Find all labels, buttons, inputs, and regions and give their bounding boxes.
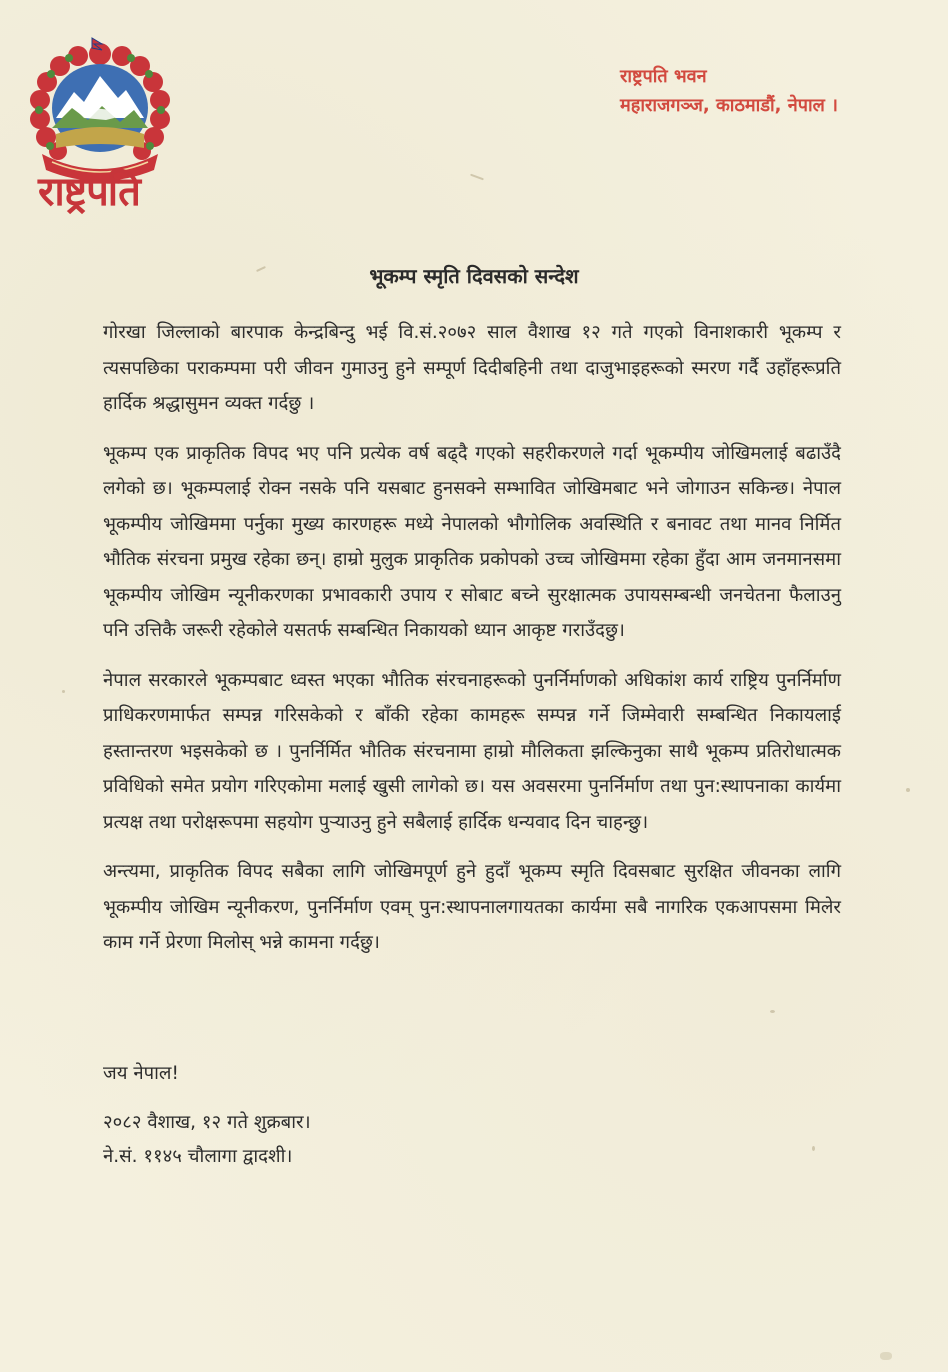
address-line-2: महाराजगञ्ज, काठमाडौं, नेपाल । (620, 95, 838, 116)
date-line-1: २०८२ वैशाख, १२ गते शुक्रबार। (103, 1112, 311, 1133)
address-line-1: राष्ट्रपति भवन (620, 66, 707, 87)
date-block (103, 1106, 311, 1174)
letter-body (103, 315, 841, 975)
paragraph: नेपाल सरकारले भूकम्पबाट ध्वस्त भएका भौतिक संरचनाहरूको पुनर्निर्माणको अधिकांश कार्य राष्ट्रिय पुनर्निर्माण प्राधिकरणमार्फत सम्पन्न गरिसकेको र बाँकी रहेका कामहरू सम्पन्न गर्ने जिम्मेवारी सम्बन्धित निकायलाई हस्तान्तरण भइसकेको छ । पुनर्निर्मित भौतिक संरचनामा हाम्रो मौलिकता झल्किनुका साथै भूकम्प प्रतिरोधात्मक प्रविधिको समेत प्रयोग गरिएकोमा मलाई खुसी लागेको छ। यस अवसरमा पुनर्निर्माण तथा पुन:स्थापनाका कार्यमा प्रत्यक्ष तथा परोक्षरूपमा सहयोग पुऱ्याउनु हुने सबैलाई हार्दिक धन्यवाद दिन चाहन्छु। (103, 669, 841, 833)
paper-fleck (880, 1352, 892, 1360)
emblem-caption: राष्ट्रपति (38, 169, 140, 215)
nepal-coat-of-arms-icon (22, 36, 178, 186)
paper-fleck (906, 788, 910, 792)
paper-fleck (470, 174, 484, 181)
paragraph: भूकम्प एक प्राकृतिक विपद भए पनि प्रत्येक वर्ष बढ्दै गएको सहरीकरणले गर्दा भूकम्पीय जोखिमलाई बढाउँदै लगेको छ। भूकम्पलाई रोक्न नसके पनि यसबाट हुनसक्ने सम्भावित जोखिमबाट भने जोगाउन सकिन्छ। नेपाल भूकम्पीय जोखिममा पर्नुका मुख्य कारणहरू मध्ये नेपालको भौगोलिक अवस्थिति र बनावट तथा मानव निर्मित भौतिक संरचना प्रमुख रहेका छन्। हाम्रो मुलुक प्राकृतिक प्रकोपको उच्च जोखिममा रहेका हुँदा आम जनमानसमा भूकम्पीय जोखिम न्यूनीकरणका प्रभावकारी उपाय र सोबाट बच्ने सुरक्षात्मक उपायसम्बन्धी जनचेतना फैलाउनु पनि उत्तिकै जरूरी रहेकोले यसतर्फ सम्बन्धित निकायको ध्यान आकृष्ट गराउँदछु। (103, 442, 841, 641)
paper-fleck (770, 1010, 775, 1013)
paper-fleck (62, 690, 65, 693)
paragraph: गोरखा जिल्लाको बारपाक केन्द्रबिन्दु भई वि.सं.२०७२ साल वैशाख १२ गते गएको विनाशकारी भूकम्प र त्यसपछिका पराकम्पमा परी जीवन गुमाउनु हुने सम्पूर्ण दिदीबहिनी तथा दाजुभाइहरूको स्मरण गर्दै उहाँहरूप्रति हार्दिक श्रद्धासुमन व्यक्त गर्दछु । (103, 322, 841, 414)
date-line-2: ने.सं. ११४५ चौलागा द्वादशी। (103, 1146, 293, 1167)
letter-subject: भूकम्प स्मृति दिवसको सन्देश (369, 264, 579, 288)
closing-salutation: जय नेपाल! (103, 1063, 179, 1084)
letterhead-address (620, 62, 920, 120)
paper-fleck (812, 1146, 815, 1151)
paragraph: अन्त्यमा, प्राकृतिक विपद सबैका लागि जोखिमपूर्ण हुने हुदाँ भूकम्प स्मृति दिवसबाट सुरक्षित जीवनका लागि भूकम्पीय जोखिम न्यूनीकरण, पुनर्निर्माण एवम् पुन:स्थापनालगायतका कार्यमा सबै नागरिक एकआपसमा मिलेर काम गर्ने प्रेरणा मिलोस् भन्ने कामना गर्दछु। (103, 861, 841, 953)
